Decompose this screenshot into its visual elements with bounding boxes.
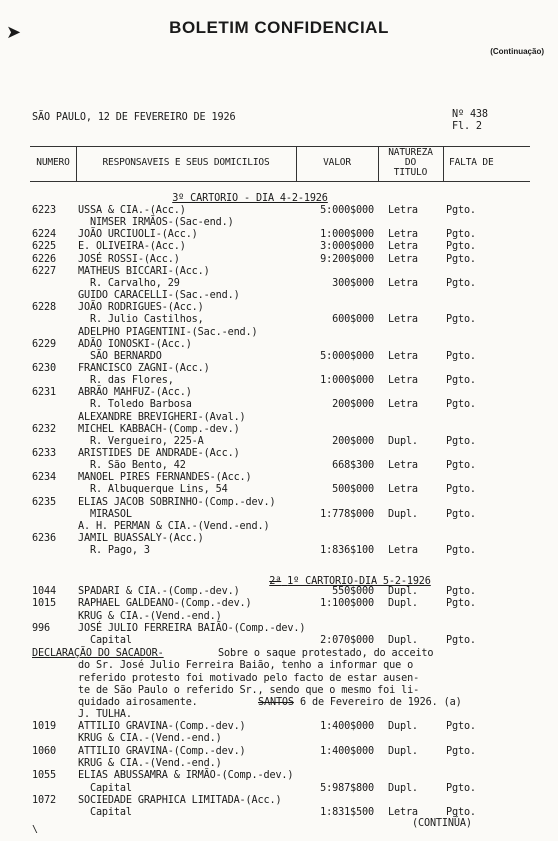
declaration-signer: J. TULHA. xyxy=(78,709,132,720)
row-valor: 200$000 xyxy=(332,435,374,447)
row-responsavel: R. das Flores, xyxy=(78,375,174,387)
row-number: 6225 xyxy=(32,241,56,253)
col-header-natureza-l1: NATUREZA xyxy=(388,147,433,158)
row-valor: 600$000 xyxy=(332,314,374,326)
row-falta: Pgto. xyxy=(446,314,476,326)
row-falta: Pgto. xyxy=(446,484,476,496)
row-responsavel: JOÃO URCIUOLI-(Acc.) xyxy=(78,229,198,241)
row-responsavel: MIRASOL xyxy=(78,508,132,520)
row-falta: Pgto. xyxy=(446,745,476,757)
col-header-numero: NUMERO xyxy=(36,157,70,168)
row-number: 996 xyxy=(32,622,50,634)
row-responsavel: SOCIEDADE GRAPHICA LIMITADA-(Acc.) xyxy=(78,794,282,806)
row-falta: Pgto. xyxy=(446,545,476,557)
row-responsavel: JAMIL BUASSALY-(Acc.) xyxy=(78,533,204,545)
row-falta: Pgto. xyxy=(446,229,476,241)
row-responsavel: ELIAS ABUSSAMRA & IRMÃO-(Comp.-dev.) xyxy=(78,770,294,782)
row-natureza: Letra xyxy=(388,229,418,241)
row-responsavel: Capital xyxy=(78,782,132,794)
row-valor: 300$000 xyxy=(332,277,374,289)
row-falta: Pgto. xyxy=(446,375,476,387)
row-valor: 2:070$000 xyxy=(320,635,374,647)
row-natureza: Letra xyxy=(388,241,418,253)
col-header-valor: VALOR xyxy=(323,157,351,168)
row-responsavel: KRUG & CIA.-(Vend.-end.) xyxy=(78,733,222,745)
row-responsavel: R. São Bento, 42 xyxy=(78,460,186,472)
row-responsavel: MATHEUS BICCARI-(Acc.) xyxy=(78,265,210,277)
continuation-note: (Continuação) xyxy=(490,47,544,56)
section2-title-text: 1º CARTORIO-DIA 5-2-1926 xyxy=(287,576,431,587)
row-responsavel: A. H. PERMAN & CIA.-(Vend.-end.) xyxy=(78,520,270,532)
row-responsavel: ADELPHO PIAGENTINI-(Sac.-end.) xyxy=(78,326,258,338)
place-date: SÃO PAULO, 12 DE FEVEREIRO DE 1926 xyxy=(32,112,236,123)
row-valor: 668$300 xyxy=(332,460,374,472)
row-number: 6227 xyxy=(32,265,56,277)
row-responsavel: NIMSER IRMÃOS-(Sac-end.) xyxy=(78,217,234,229)
row-responsavel: SPADARI & CIA.-(Comp.-dev.) xyxy=(78,586,240,597)
row-falta: Pgto. xyxy=(446,435,476,447)
col-header-falta: FALTA DE xyxy=(449,157,494,168)
row-responsavel: E. OLIVEIRA-(Acc.) xyxy=(78,241,186,253)
row-natureza: Dupl. xyxy=(388,586,418,597)
row-responsavel: MICHEL KABBACH-(Comp.-dev.) xyxy=(78,423,240,435)
row-natureza: Letra xyxy=(388,399,418,411)
row-number: 1015 xyxy=(32,598,56,610)
row-natureza: Dupl. xyxy=(388,635,418,647)
row-valor: 1:400$000 xyxy=(320,745,374,757)
row-falta: Pgto. xyxy=(446,807,476,819)
declaration-line: Sobre o saque protestado, do acceito xyxy=(218,648,434,659)
row-responsavel: Capital xyxy=(78,635,132,647)
col-header-natureza-l3: TITULO xyxy=(393,167,428,178)
row-falta: Pgto. xyxy=(446,253,476,265)
row-valor: 1:836$100 xyxy=(320,545,374,557)
row-number: 1060 xyxy=(32,745,56,757)
row-natureza: Letra xyxy=(388,460,418,472)
row-number: 1055 xyxy=(32,770,56,782)
declaration-label: DECLARAÇÃO DO SACADOR- xyxy=(32,648,164,659)
row-responsavel: ALEXANDRE BREVIGHERI-(Aval.) xyxy=(78,411,246,423)
corner-mark: \ xyxy=(32,824,39,835)
bulletin-number: Nº 438 xyxy=(452,109,488,120)
row-responsavel: R. Pago, 3 xyxy=(78,545,150,557)
declaration-line: quidado airosamente. xyxy=(78,697,198,709)
row-valor: 550$000 xyxy=(332,586,374,597)
row-valor: 1:831$500 xyxy=(320,807,374,819)
row-responsavel: ATTILIO GRAVINA-(Comp.-dev.) xyxy=(78,745,246,757)
row-natureza: Dupl. xyxy=(388,745,418,757)
row-natureza: Dupl. xyxy=(388,721,418,732)
row-responsavel: KRUG & CIA.-(Vend.-end.) xyxy=(78,610,222,622)
row-falta: Pgto. xyxy=(446,399,476,411)
row-valor: 3:000$000 xyxy=(320,241,374,253)
row-number: 6233 xyxy=(32,448,56,459)
table-top-rule xyxy=(30,146,530,147)
arrow-mark-icon: ➤ xyxy=(6,22,22,43)
row-number: 6228 xyxy=(32,302,56,314)
table-header-rule xyxy=(30,181,530,182)
declaration-line: referido protesto foi motivado pelo facto de estar ausen- xyxy=(78,672,420,684)
row-responsavel: KRUG & CIA.-(Vend.-end.) xyxy=(78,757,222,769)
row-valor: 5:000$000 xyxy=(320,350,374,362)
row-valor: 1:778$000 xyxy=(320,508,374,520)
declaration-line: do Sr. José Julio Ferreira Baião, tenho a informar que o xyxy=(78,660,414,672)
row-natureza: Dupl. xyxy=(388,435,418,447)
row-number: 6234 xyxy=(32,472,56,484)
row-natureza: Letra xyxy=(388,314,418,326)
row-natureza: Letra xyxy=(388,205,418,216)
row-responsavel: R. Julio Castilhos, xyxy=(78,314,204,326)
row-valor: 9:200$000 xyxy=(320,253,374,265)
row-natureza: Letra xyxy=(388,253,418,265)
row-responsavel: R. Toledo Barbosa xyxy=(78,399,192,411)
row-falta: Pgto. xyxy=(446,598,476,610)
row-natureza: Letra xyxy=(388,484,418,496)
continues-note: (CONTINÚA) xyxy=(412,818,472,829)
row-number: 6224 xyxy=(32,229,56,241)
row-responsavel: SÃO BERNARDO xyxy=(78,350,162,362)
row-natureza: Letra xyxy=(388,807,418,819)
row-responsavel: MANOEL PIRES FERNANDES-(Acc.) xyxy=(78,472,252,484)
row-falta: Pgto. xyxy=(446,350,476,362)
col-header-natureza-l2: DO xyxy=(404,157,417,168)
col-header-natureza xyxy=(378,148,443,178)
row-falta: Pgto. xyxy=(446,586,476,597)
row-falta: Pgto. xyxy=(446,277,476,289)
row-natureza: Dupl. xyxy=(388,782,418,794)
row-valor: 1:000$000 xyxy=(320,375,374,387)
declaration-line: te de São Paulo o referido Sr., sendo que o mesmo foi li- xyxy=(78,684,420,696)
row-responsavel: R. Albuquerque Lins, 54 xyxy=(78,484,228,496)
row-natureza: Letra xyxy=(388,375,418,387)
row-falta: Pgto. xyxy=(446,460,476,472)
row-falta: Pgto. xyxy=(446,635,476,647)
row-responsavel: RAPHAEL GALDEANO-(Comp.-dev.) xyxy=(78,598,252,610)
col-header-responsaveis: RESPONSAVEIS E SEUS DOMICILIOS xyxy=(102,157,270,168)
row-number: 1072 xyxy=(32,794,56,806)
row-responsavel: JOSÉ JULIO FERREIRA BAIÃO-(Comp.-dev.) xyxy=(78,622,306,634)
row-natureza: Dupl. xyxy=(388,508,418,520)
row-responsavel: GUIDO CARACELLI-(Sac.-end.) xyxy=(78,290,240,302)
row-natureza: Letra xyxy=(388,350,418,362)
row-falta: Pgto. xyxy=(446,508,476,520)
row-responsavel: JOÃO RODRIGUES-(Acc.) xyxy=(78,302,204,314)
row-responsavel: ELIAS JACOB SOBRINHO-(Comp.-dev.) xyxy=(78,496,276,508)
row-falta: Pgto. xyxy=(446,205,476,216)
row-valor: 5:987$800 xyxy=(320,782,374,794)
row-valor: 1:400$000 xyxy=(320,721,374,732)
row-valor: 500$000 xyxy=(332,484,374,496)
section1-title: 3º CARTORIO - DIA 4-2-1926 xyxy=(172,193,328,204)
row-responsavel: ADÃO IONOSKI-(Acc.) xyxy=(78,338,192,350)
row-natureza: Letra xyxy=(388,277,418,289)
row-responsavel: ATTILIO GRAVINA-(Comp.-dev.) xyxy=(78,721,246,732)
row-valor: 1:000$000 xyxy=(320,229,374,241)
declaration-date: 6 de Fevereiro de 1926. (a) xyxy=(300,697,462,708)
row-number: 1044 xyxy=(32,586,56,597)
row-number: 6232 xyxy=(32,423,56,435)
row-responsavel: R. Vergueiro, 225-A xyxy=(78,435,204,447)
row-responsavel: JOSÉ ROSSI-(Acc.) xyxy=(78,253,180,265)
declaration-place: SANTOS xyxy=(258,697,294,708)
struck-mark: 2ª xyxy=(269,576,282,587)
row-number: 6235 xyxy=(32,496,56,508)
row-number: 6236 xyxy=(32,533,56,545)
row-responsavel: Capital xyxy=(78,807,132,819)
row-valor: 200$000 xyxy=(332,399,374,411)
row-number: 6230 xyxy=(32,362,56,374)
page-number: Fl. 2 xyxy=(452,121,482,132)
row-responsavel: ABRÃO MAHFUZ-(Acc.) xyxy=(78,387,192,399)
row-responsavel: USSA & CIA.-(Acc.) xyxy=(78,205,186,216)
row-natureza: Letra xyxy=(388,545,418,557)
row-valor: 1:100$000 xyxy=(320,598,374,610)
row-falta: Pgto. xyxy=(446,241,476,253)
row-number: 6229 xyxy=(32,338,56,350)
row-responsavel: FRANCISCO ZAGNI-(Acc.) xyxy=(78,362,210,374)
document-title: BOLETIM CONFIDENCIAL xyxy=(169,18,389,37)
row-valor: 5:000$000 xyxy=(320,205,374,216)
row-responsavel: R. Carvalho, 29 xyxy=(78,277,180,289)
row-falta: Pgto. xyxy=(446,721,476,732)
row-natureza: Dupl. xyxy=(388,598,418,610)
row-number: 6223 xyxy=(32,205,56,216)
row-number: 1019 xyxy=(32,721,56,732)
row-number: 6231 xyxy=(32,387,56,399)
row-falta: Pgto. xyxy=(446,782,476,794)
row-number: 6226 xyxy=(32,253,56,265)
row-responsavel: ARISTIDES DE ANDRADE-(Acc.) xyxy=(78,448,240,459)
